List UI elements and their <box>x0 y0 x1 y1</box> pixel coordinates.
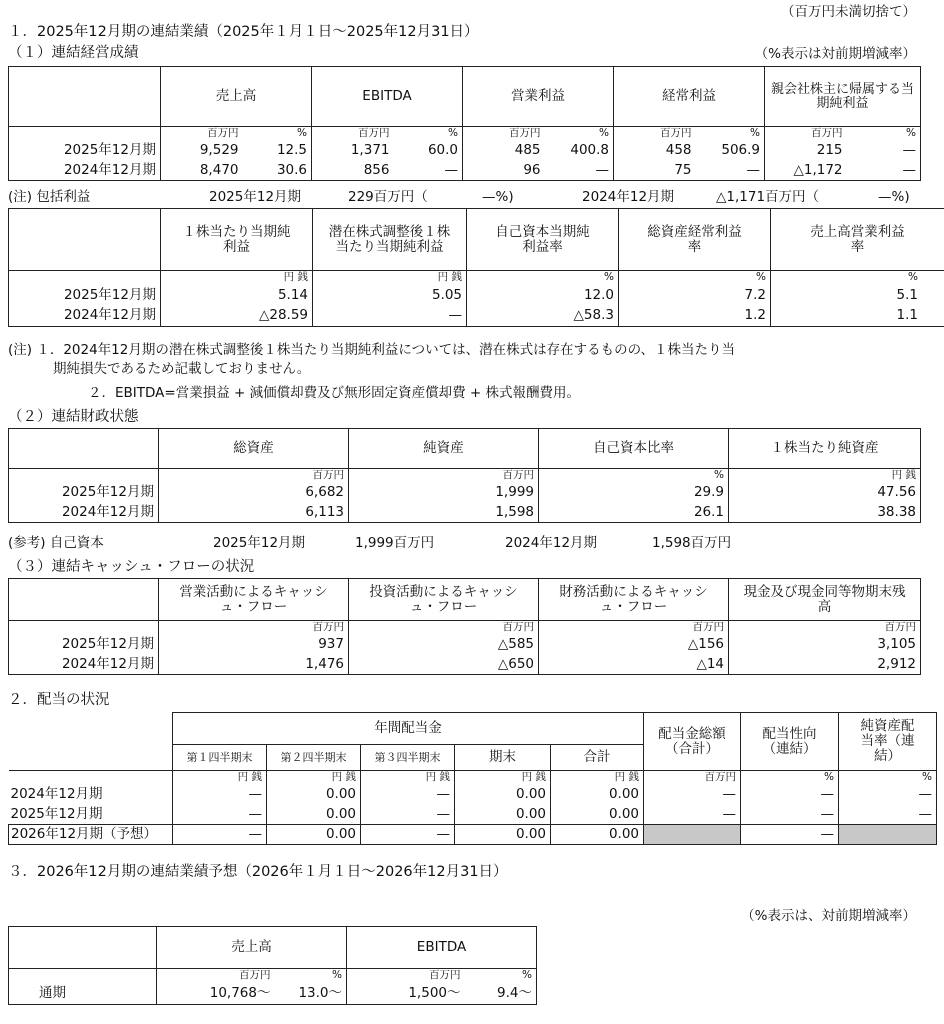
header-equity-ratio: 自己資本比率 <box>539 429 729 469</box>
cell: 8,470 <box>161 161 243 181</box>
cell: — <box>847 141 921 161</box>
comprehensive-income-label: (注) 包括利益 <box>8 189 91 205</box>
unit: 円 銭 <box>551 771 644 785</box>
row-label: 2025年12月期 <box>9 805 173 825</box>
cell: 1.2 <box>619 306 771 327</box>
table-row <box>9 483 921 503</box>
unit: 円 銭 <box>173 771 267 785</box>
header-ebitda: EBITDA <box>312 67 463 127</box>
header-q1: 第１四半期末 <box>173 745 267 771</box>
cell: 7.2 <box>619 285 771 306</box>
row-label: 2024年12月期 <box>9 161 161 181</box>
cell: 0.00 <box>455 825 551 845</box>
cell: △58.3 <box>467 306 619 327</box>
cell: 0.00 <box>551 785 644 805</box>
unit: % <box>619 271 771 285</box>
unit: 円 銭 <box>267 771 361 785</box>
header-diluted-eps: 潜在株式調整後１株当たり当期純利益 <box>313 209 467 271</box>
row-label: 2024年12月期 <box>9 785 173 805</box>
unit: 百万円 <box>644 771 741 785</box>
unit: % <box>545 127 614 141</box>
per-share-table <box>8 208 944 327</box>
section-1-title: １．2025年12月期の連結業績（2025年１月１日～2025年12月31日） <box>8 24 479 40</box>
cell: — <box>741 825 839 845</box>
table-row <box>9 635 921 655</box>
unit: 百万円 <box>463 127 545 141</box>
ref-equity-value2: 1,598百万円 <box>652 535 732 551</box>
header-forecast-ebitda: EBITDA <box>347 927 537 969</box>
cell: 12.0 <box>467 285 619 306</box>
unit: 円 銭 <box>161 271 313 285</box>
cell: 400.8 <box>545 141 614 161</box>
comprehensive-income-year1: 2025年12月期 <box>209 189 302 205</box>
cell-shaded <box>644 825 741 845</box>
table-row <box>9 285 944 306</box>
cell: 0.00 <box>267 805 361 825</box>
unit: % <box>839 771 937 785</box>
cell: 10,768～ <box>157 983 275 1005</box>
header-operating-cf: 営業活動によるキャッシュ・フロー <box>159 579 349 621</box>
unit: 百万円 <box>349 469 539 483</box>
cell: — <box>839 805 937 825</box>
unit: 百万円 <box>159 469 349 483</box>
header-payout-ratio: 配当性向（連結） <box>741 713 839 771</box>
unit: % <box>696 127 765 141</box>
header-total: 合計 <box>551 745 644 771</box>
header-ordinary-income: 経常利益 <box>614 67 765 127</box>
cell: 12.5 <box>243 141 312 161</box>
header-net-income: 親会社株主に帰属する当期純利益 <box>765 67 921 127</box>
cell: 215 <box>765 141 847 161</box>
table-row <box>9 785 937 805</box>
cell: 0.00 <box>455 805 551 825</box>
operating-results-table <box>8 66 921 181</box>
unit: 円 銭 <box>361 771 455 785</box>
unit: 百万円 <box>349 621 539 635</box>
cell: 75 <box>614 161 696 181</box>
cell: △156 <box>539 635 729 655</box>
cell: 96 <box>463 161 545 181</box>
header-sales: 売上高 <box>161 67 312 127</box>
header-q2: 第２四半期末 <box>267 745 361 771</box>
cell: 1,598 <box>349 503 539 523</box>
cell: — <box>361 805 455 825</box>
cell: 458 <box>614 141 696 161</box>
pct-note: （%表示は対前期増減率） <box>754 46 916 62</box>
unit: % <box>741 771 839 785</box>
cell: 9.4～ <box>465 983 537 1005</box>
comprehensive-income-pct2: —%) <box>878 189 910 205</box>
cell: 1,476 <box>159 655 349 675</box>
table-row <box>9 825 937 845</box>
ref-equity-year1: 2025年12月期 <box>213 535 306 551</box>
cell: 3,105 <box>729 635 921 655</box>
cell: — <box>644 785 741 805</box>
cell: 5.05 <box>313 285 467 306</box>
cell: — <box>173 805 267 825</box>
unit: 百万円 <box>312 127 394 141</box>
ref-equity-label: (参考) 自己資本 <box>8 535 104 551</box>
cash-flow-table <box>8 578 921 675</box>
ref-equity-year2: 2024年12月期 <box>505 535 598 551</box>
cell: — <box>313 306 467 327</box>
section-2-title: ２．配当の状況 <box>8 692 110 708</box>
cell: 0.00 <box>267 825 361 845</box>
row-label: 2025年12月期 <box>9 141 161 161</box>
cell: — <box>394 161 463 181</box>
unit: % <box>243 127 312 141</box>
cell: 0.00 <box>551 825 644 845</box>
cell: — <box>839 785 937 805</box>
cell: 38.38 <box>729 503 921 523</box>
header-q3: 第３四半期末 <box>361 745 455 771</box>
cell: 937 <box>159 635 349 655</box>
cell: — <box>545 161 614 181</box>
unit: 百万円 <box>157 969 275 983</box>
cell: 9,529 <box>161 141 243 161</box>
unit: 百万円 <box>765 127 847 141</box>
row-label: 通期 <box>9 983 157 1005</box>
header-operating-margin: 売上高営業利益率 <box>771 209 944 271</box>
cell: — <box>696 161 765 181</box>
cell: 1,500～ <box>347 983 465 1005</box>
row-label: 2024年12月期 <box>9 306 161 327</box>
cell: △585 <box>349 635 539 655</box>
subsection-financial-position: （２）連結財政状態 <box>8 409 139 425</box>
forecast-table <box>8 926 537 1005</box>
cell: 13.0～ <box>275 983 347 1005</box>
row-label: 2025年12月期 <box>9 285 161 306</box>
unit: 百万円 <box>161 127 243 141</box>
unit: 百万円 <box>539 621 729 635</box>
cell: — <box>361 825 455 845</box>
table-row <box>9 503 921 523</box>
ref-equity-value1: 1,999百万円 <box>355 535 435 551</box>
forecast-pct-note: （%表示は、対前期増減率） <box>741 908 916 924</box>
comprehensive-income-value1: 229百万円（ <box>348 189 428 205</box>
header-roe: 自己資本当期純利益率 <box>467 209 619 271</box>
unit: 円 銭 <box>729 469 921 483</box>
unit-note: （百万円未満切捨て） <box>781 4 916 20</box>
unit: 百万円 <box>347 969 465 983</box>
table-row <box>9 983 537 1005</box>
cell: △650 <box>349 655 539 675</box>
cell: 506.9 <box>696 141 765 161</box>
table-row <box>9 141 921 161</box>
header-financing-cf: 財務活動によるキャッシュ・フロー <box>539 579 729 621</box>
unit: % <box>275 969 347 983</box>
cell: 5.1 <box>771 285 944 306</box>
cell: 47.56 <box>729 483 921 503</box>
cell: △14 <box>539 655 729 675</box>
header-roa: 総資産経常利益率 <box>619 209 771 271</box>
row-label: 2024年12月期 <box>9 655 159 675</box>
dividend-table <box>8 712 937 845</box>
cell: 1,371 <box>312 141 394 161</box>
header-operating-income: 営業利益 <box>463 67 614 127</box>
cell: — <box>847 161 921 181</box>
financial-position-table <box>8 428 921 523</box>
cell: — <box>741 785 839 805</box>
cell: 6,682 <box>159 483 349 503</box>
header-bps: １株当たり純資産 <box>729 429 921 469</box>
note-1: (注) １．2024年12月期の潜在株式調整後１株当たり当期純利益については、潜在株式は存在するものの、１株当たり当 <box>8 342 736 358</box>
cell: △28.59 <box>161 306 313 327</box>
cell-shaded <box>839 825 937 845</box>
cell: 30.6 <box>243 161 312 181</box>
comprehensive-income-year2: 2024年12月期 <box>582 189 675 205</box>
subsection-operating-results: （１）連結経営成績 <box>8 45 139 61</box>
table-row <box>9 306 944 327</box>
header-cash-balance: 現金及び現金同等物期末残高 <box>729 579 921 621</box>
cell: — <box>741 805 839 825</box>
cell: 485 <box>463 141 545 161</box>
note-1-cont: 期純損失であるため記載しておりません。 <box>53 361 311 377</box>
unit: 円 銭 <box>313 271 467 285</box>
unit: 円 銭 <box>455 771 551 785</box>
header-net-assets: 純資産 <box>349 429 539 469</box>
comprehensive-income-value2: △1,171百万円（ <box>716 189 820 205</box>
cell: 6,113 <box>159 503 349 523</box>
cell: 26.1 <box>539 503 729 523</box>
header-total-dividend: 配当金総額（合計） <box>644 713 741 771</box>
header-eps: １株当たり当期純利益 <box>161 209 313 271</box>
unit: % <box>467 271 619 285</box>
header-year-end: 期末 <box>455 745 551 771</box>
table-row <box>9 655 921 675</box>
header-total-assets: 総資産 <box>159 429 349 469</box>
cell: △1,172 <box>765 161 847 181</box>
row-label: 2025年12月期 <box>9 483 159 503</box>
cell: 856 <box>312 161 394 181</box>
header-annual-dividend: 年間配当金 <box>173 713 644 745</box>
cell: — <box>173 785 267 805</box>
unit: % <box>539 469 729 483</box>
row-label: 2025年12月期 <box>9 635 159 655</box>
header-forecast-sales: 売上高 <box>157 927 347 969</box>
cell: 0.00 <box>551 805 644 825</box>
unit: 百万円 <box>729 621 921 635</box>
unit: 百万円 <box>159 621 349 635</box>
unit: % <box>394 127 463 141</box>
cell: 1,999 <box>349 483 539 503</box>
cell: 2,912 <box>729 655 921 675</box>
cell: 0.00 <box>267 785 361 805</box>
table-row <box>9 805 937 825</box>
unit: 百万円 <box>614 127 696 141</box>
cell: 29.9 <box>539 483 729 503</box>
subsection-cash-flow: （３）連結キャッシュ・フローの状況 <box>8 559 255 575</box>
cell: — <box>361 785 455 805</box>
cell: 1.1 <box>771 306 944 327</box>
cell: 0.00 <box>455 785 551 805</box>
unit: % <box>771 271 944 285</box>
comprehensive-income-pct1: —%) <box>482 189 514 205</box>
cell: 5.14 <box>161 285 313 306</box>
header-doe: 純資産配当率（連結） <box>839 713 937 771</box>
header-investing-cf: 投資活動によるキャッシュ・フロー <box>349 579 539 621</box>
row-label: 2026年12月期（予想） <box>9 825 173 845</box>
section-3-title: ３．2026年12月期の連結業績予想（2026年１月１日～2026年12月31日） <box>8 864 508 880</box>
note-2: ２．EBITDA=営業損益 + 減価償却費及び無形固定資産償却費 + 株式報酬費用。 <box>88 385 581 401</box>
row-label: 2024年12月期 <box>9 503 159 523</box>
cell: — <box>644 805 741 825</box>
unit: % <box>847 127 921 141</box>
unit: % <box>465 969 537 983</box>
table-row <box>9 161 921 181</box>
cell: — <box>173 825 267 845</box>
cell: 60.0 <box>394 141 463 161</box>
